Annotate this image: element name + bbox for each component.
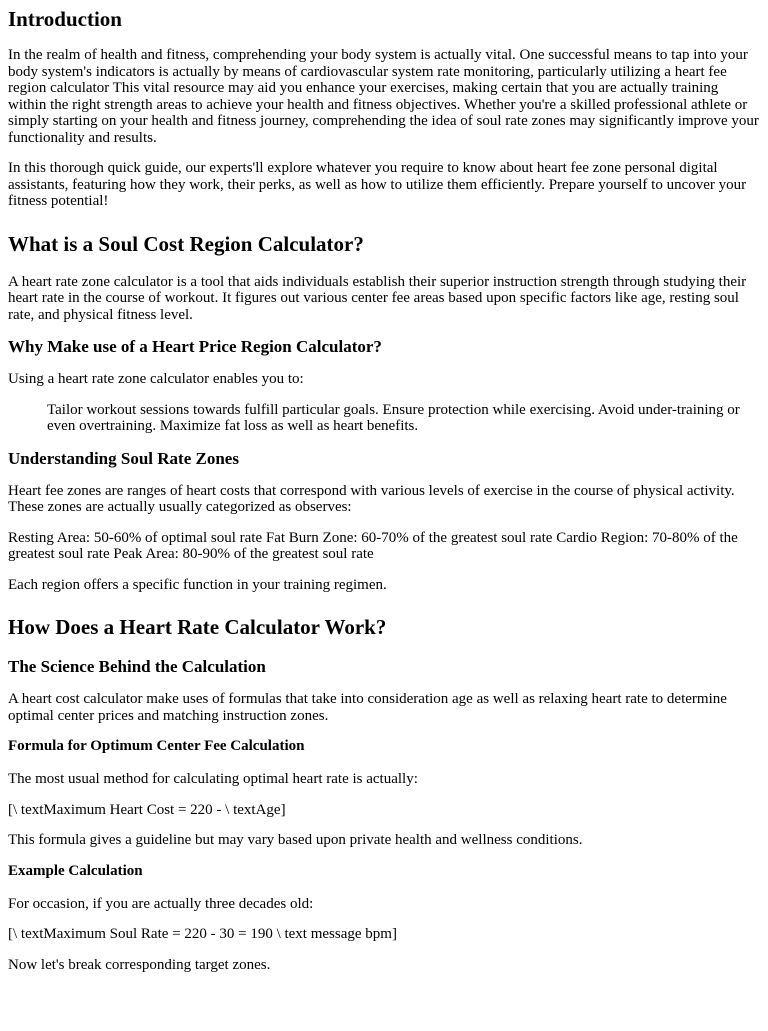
zones-paragraph-3: Each region offers a specific function in your training regimen.	[8, 576, 387, 593]
formula-paragraph-3: This formula gives a guideline but may vary based upon private health and wellness conditions.	[8, 832, 583, 848]
zones-paragraph-2: Resting Area: 50-60% of optimal soul rate Fat Burn Zone: 60-70% of the greatest soul rate Cardio Region: 70-80% of the greatest soul rate Peak Area: 80-90% of the greatest soul rate	[8, 529, 738, 562]
heading-introduction: Introduction	[8, 7, 122, 31]
zones-paragraph-1: Heart fee zones are ranges of heart costs that correspond with various levels of exercise in the course of physical activity. These zones are actually usually categorized as observes:	[8, 482, 735, 515]
why-use-paragraph: Using a heart rate zone calculator enables you to:	[8, 371, 304, 387]
heading-example: Example Calculation	[8, 862, 143, 879]
heading-formula: Formula for Optimum Center Fee Calculation	[8, 738, 305, 754]
heading-what-is: What is a Soul Cost Region Calculator?	[8, 231, 364, 256]
heading-understanding-zones: Understanding Soul Rate Zones	[8, 448, 239, 468]
heading-why-use: Why Make use of a Heart Price Region Calculator?	[8, 337, 382, 356]
example-paragraph-2: [\ textMaximum Soul Rate = 220 - 30 = 190 \ text message bpm]	[8, 926, 397, 942]
example-paragraph-1: For occasion, if you are actually three decades old:	[8, 895, 314, 912]
formula-paragraph-1: The most usual method for calculating optimal heart rate is actually:	[8, 771, 418, 787]
science-paragraph: A heart cost calculator make uses of formulas that take into consideration age as well as relaxing heart rate to determine optimal center prices and matching instruction zones.	[8, 691, 727, 724]
example-paragraph-3: Now let's break corresponding target zones.	[8, 956, 271, 973]
what-is-paragraph: A heart rate zone calculator is a tool that aids individuals establish their superior instruction strength through studying their heart rate in the course of workout. It figures out various center fee areas based upon specific factors like age, resting soul rate, and physical fitness level.	[8, 273, 747, 323]
intro-paragraph-1: In the realm of health and fitness, comprehending your body system is actually vital. One successful means to tap into your body system's indicators is actually by means of cardiovascular system rate monitoring, particularly utilizing a heart fee region calculator This vital resource may aid you enhance your exercises, making certain that you are actually training within the right strength areas to achieve your health and fitness objectives. Whether you're a skilled professional athlete or simply starting on your health and fitness journey, comprehending the idea of soul rate zones may significantly improve your functionality and results.	[8, 47, 759, 146]
intro-paragraph-2: In this thorough quick guide, our experts'll explore whatever you require to know about heart fee zone personal digital assistants, featuring how they work, their perks, as well as how to utilize them efficiently. Prepare yourself to uncover your fitness potential!	[8, 160, 747, 209]
heading-science: The Science Behind the Calculation	[8, 657, 266, 676]
formula-paragraph-2: [\ textMaximum Heart Cost = 220 - \ textAge]	[8, 801, 286, 818]
article	[0, 7, 768, 973]
why-use-blockquote: Tailor workout sessions towards fulfill particular goals. Ensure protection while exercising. Avoid under-training or even overtraining. Maximize fat loss as well as heart benefits.	[47, 401, 740, 434]
heading-how-does: How Does a Heart Rate Calculator Work?	[8, 615, 387, 639]
